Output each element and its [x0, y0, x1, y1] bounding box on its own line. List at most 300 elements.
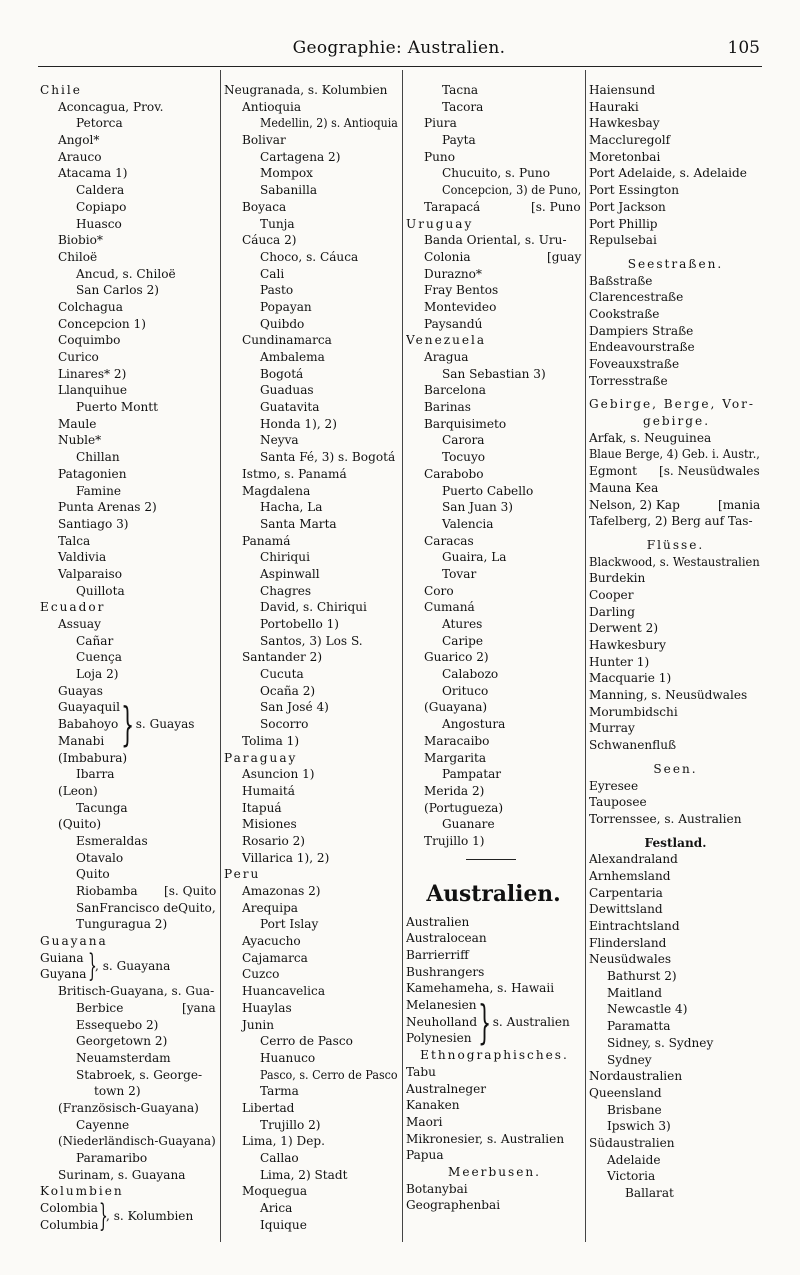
entry-text: San Carlos 2) [76, 283, 159, 298]
index-entry [40, 1133, 218, 1150]
entry-text: Honda 1), 2) [260, 416, 337, 431]
index-entry [406, 99, 583, 116]
entry-text: Südaustralien [589, 1135, 675, 1150]
entry-text: Ibarra [76, 767, 115, 782]
entry-text: Moretonbai [589, 149, 661, 164]
index-entry [224, 766, 400, 783]
entry-text: Mompox [260, 166, 313, 181]
entry-text: Arauco [58, 149, 102, 164]
entry-text: Paraguay [224, 750, 298, 765]
index-entry [224, 382, 400, 399]
entry-text: Sabanilla [260, 183, 318, 198]
index-entry [406, 499, 583, 516]
column-divider [220, 70, 221, 1242]
entry-text: Puerto Montt [76, 400, 159, 415]
entry-text: Burdekin [589, 571, 646, 586]
entry-text: Murray [589, 721, 635, 736]
entry-text: Itapuá [242, 800, 282, 815]
index-entry [40, 566, 218, 583]
entry-text: Quito [76, 867, 110, 882]
section-heading [589, 761, 762, 778]
index-entry [406, 1097, 583, 1114]
entry-text: Derwent 2) [589, 621, 659, 636]
index-column-2 [224, 82, 400, 1242]
entry-text: Meerbusen. [447, 1164, 541, 1179]
index-entry [224, 816, 400, 833]
index-entry [40, 666, 218, 683]
index-entry [40, 1017, 218, 1034]
entry-text: Kamehameha, s. Hawaii [406, 981, 555, 996]
entry-text: Ayacucho [242, 934, 301, 949]
index-entry [224, 1100, 400, 1117]
index-entry [224, 916, 400, 933]
index-entry [406, 466, 583, 483]
index-entry [224, 149, 400, 166]
index-entry [406, 914, 583, 931]
index-entry [406, 800, 583, 817]
entry-text: Cartagena 2) [260, 149, 341, 164]
index-entry [406, 1114, 583, 1131]
index-entry [224, 616, 400, 633]
entry-text: Tovar [442, 566, 477, 581]
entry-text: Guaduas [260, 383, 314, 398]
index-column-1 [40, 82, 218, 1242]
entry-text: Libertad [242, 1100, 295, 1115]
index-entry [406, 299, 583, 316]
entry-text: Barinas [424, 400, 471, 415]
entry-text: Portobello 1) [260, 617, 340, 631]
entry-text: Santiago 3) [58, 516, 129, 531]
index-entry [406, 449, 583, 466]
entry-text: Cajamarca [242, 950, 308, 965]
entry-text: Torrenssee, s. Australien [589, 811, 742, 826]
entry-text: Misiones [242, 817, 297, 832]
index-entry [589, 554, 762, 571]
index-entry [40, 366, 218, 383]
index-entry [224, 1000, 400, 1017]
entry-text: Magdalena [242, 483, 311, 498]
section-heading [40, 82, 218, 99]
index-entry [224, 1017, 400, 1034]
index-entry [589, 149, 762, 166]
entry-text: Asuncion 1) [242, 767, 315, 782]
entry-text: San José 4) [260, 700, 329, 715]
entry-text: Georgetown 2) [76, 1034, 168, 1049]
entry-text: Cooper [589, 587, 634, 602]
index-entry [406, 980, 583, 997]
index-entry [589, 901, 762, 918]
index-entry [406, 549, 583, 566]
index-entry [224, 566, 400, 583]
header-rule [38, 66, 762, 67]
entry-text: Banda Oriental, s. Uru- [424, 233, 567, 248]
entry-text: Clarencestraße [589, 290, 684, 305]
index-entry [589, 1152, 762, 1169]
index-entry [406, 599, 583, 616]
entry-text: Tacora [442, 99, 484, 114]
index-entry [40, 316, 218, 333]
entry-text: Arnhemsland [589, 868, 671, 883]
entry-text: Atacama 1) [58, 166, 128, 181]
entry-text: Alexandraland [589, 852, 678, 867]
entry-text: Panamá [242, 533, 291, 548]
index-entry: Guyana [40, 967, 87, 982]
index-entry [589, 935, 762, 952]
entry-text: Aragua [424, 350, 469, 364]
entry-text: Guatavita [260, 400, 320, 415]
entry-text: Peru [224, 867, 261, 882]
index-entry [224, 232, 400, 249]
entry-text: Guanare [442, 817, 495, 832]
index-entry [40, 1167, 218, 1184]
entry-text: Adelaide [607, 1152, 661, 1167]
index-entry [224, 900, 400, 917]
section-heading [40, 1183, 218, 1200]
entry-text: Carpentaria [589, 885, 663, 900]
entry-text: Port Essington [589, 183, 679, 198]
index-entry [589, 687, 762, 704]
entry-text: Santa Fé, 3) s. Bogotá [260, 450, 396, 465]
entry-text: Aconcagua, Prov. [58, 99, 164, 114]
index-entry [40, 533, 218, 550]
entry-text: Maori [406, 1114, 443, 1129]
index-entry [40, 649, 218, 666]
entry-text: Famine [76, 483, 122, 498]
index-entry [224, 99, 400, 116]
entry-text: Guaira, La [442, 550, 507, 565]
index-entry [40, 850, 218, 867]
index-entry [40, 165, 218, 182]
entry-text: Chucuito, s. Puno [442, 166, 550, 181]
entry-text: Copiapo [76, 199, 127, 214]
index-entry [589, 794, 762, 811]
index-entry [224, 199, 400, 216]
index-entry: Polynesien [406, 1031, 472, 1046]
index-entry [40, 1083, 218, 1100]
entry-text: Petorca [76, 116, 123, 131]
entry-text: Istmo, s. Panamá [242, 466, 347, 481]
index-entry [40, 1000, 218, 1017]
index-entry [224, 266, 400, 283]
brace-symbol: } [121, 697, 135, 752]
entry-text: Foveauxstraße [589, 357, 680, 371]
index-entry [406, 833, 583, 850]
brace-symbol: } [478, 995, 492, 1050]
index-entry [224, 399, 400, 416]
index-entry [224, 1167, 400, 1184]
index-entry [224, 733, 400, 750]
index-entry [40, 1033, 218, 1050]
brace-group [40, 947, 218, 984]
entry-text: Eintrachtsland [589, 919, 680, 933]
index-entry [40, 916, 218, 933]
index-entry [589, 811, 762, 828]
entry-text: Concepcion, 3) de Puno, [442, 183, 582, 198]
entry-text: Queensland [589, 1085, 662, 1100]
index-entry [40, 115, 218, 132]
entry-text: Schwanenfluß [589, 738, 677, 753]
index-entry [224, 933, 400, 950]
index-entry [406, 666, 583, 683]
index-entry [589, 463, 762, 480]
index-entry [406, 182, 583, 199]
entry-text: Baßstraße [589, 273, 653, 288]
index-entry [589, 737, 762, 754]
index-entry [589, 289, 762, 306]
entry-text: Lima, 2) Stadt [260, 1167, 348, 1182]
section-heading [406, 1047, 583, 1064]
entry-text: Popayan [260, 299, 312, 314]
spacer [589, 389, 762, 396]
index-entry [224, 115, 400, 132]
section-heading [406, 216, 583, 233]
index-entry: Melanesien [406, 998, 477, 1013]
entry-text: Tacunga [76, 800, 128, 815]
entry-text: Huanuco [260, 1050, 316, 1065]
entry-text: Valdivia [58, 550, 107, 565]
entry-text: Coquimbo [58, 333, 121, 348]
index-entry [40, 616, 218, 633]
index-entry [40, 416, 218, 433]
index-entry [40, 399, 218, 416]
brace-symbol: } [88, 947, 97, 984]
index-entry [406, 82, 583, 99]
entry-text: Cerro de Pasco [260, 1034, 353, 1049]
entry-text: Mauna Kea [589, 480, 659, 495]
entry-text: Guarico 2) [424, 650, 489, 665]
index-entry [406, 516, 583, 533]
index-entry [406, 282, 583, 299]
entry-text: Berbice [76, 1000, 124, 1015]
entry-text: Medellin, 2) s. Antioquia [260, 116, 398, 131]
entry-text: Eyresee [589, 778, 639, 793]
section-heading [406, 868, 583, 914]
page-number: 105 [727, 38, 760, 58]
entry-text: Darling [589, 604, 635, 619]
index-entry [589, 1068, 762, 1085]
entry-text: Arica [260, 1201, 293, 1216]
entry-text: Hauraki [589, 99, 639, 114]
entry-text: Cuença [76, 650, 122, 665]
column-divider [585, 70, 586, 1242]
index-entry [589, 1135, 762, 1152]
entry-text: Orituco [442, 683, 489, 698]
index-entry [224, 716, 400, 733]
entry-text: Blackwood, s. Westaustralien [589, 554, 760, 569]
index-entry [40, 483, 218, 500]
index-entry [406, 566, 583, 583]
index-entry [406, 1081, 583, 1098]
index-entry [40, 1050, 218, 1067]
spacer [589, 249, 762, 256]
index-entry [224, 416, 400, 433]
entry-text: Talca [58, 533, 91, 548]
index-entry [406, 316, 583, 333]
entry-text: (Guayana) [424, 700, 488, 715]
index-entry [589, 99, 762, 116]
entry-text: Carabobo [424, 466, 484, 481]
brace-group [40, 697, 218, 752]
index-entry [224, 466, 400, 483]
index-entry [224, 833, 400, 850]
index-entry [589, 1118, 762, 1135]
index-entry [589, 1018, 762, 1035]
section-heading [224, 750, 400, 767]
entry-text: Colonia [424, 249, 471, 264]
section-heading [406, 1164, 583, 1181]
entry-text: (Französisch-Guayana) [58, 1100, 199, 1115]
entry-text: Merida 2) [424, 783, 485, 798]
index-entry [40, 132, 218, 149]
index-entry [589, 587, 762, 604]
index-entry [224, 1117, 400, 1134]
entry-text: Dampiers Straße [589, 323, 694, 338]
index-entry [406, 583, 583, 600]
index-entry [406, 199, 583, 216]
entry-text: Tunja [260, 216, 295, 231]
entry-text: Mikronesier, s. Australien [406, 1131, 565, 1146]
index-entry [224, 983, 400, 1000]
index-entry [224, 165, 400, 182]
index-entry [589, 637, 762, 654]
entry-text: Morumbidschi [589, 704, 678, 719]
entry-text: Venezuela [406, 333, 487, 348]
index-entry [589, 1168, 762, 1185]
entry-text: Britisch-Guayana, s. Gua- [58, 984, 215, 999]
entry-text: Junin [242, 1017, 275, 1032]
entry-text: Tacna [442, 83, 479, 97]
index-entry [40, 449, 218, 466]
index-entry [589, 1035, 762, 1052]
index-entry [589, 82, 762, 99]
index-entry [589, 115, 762, 132]
entry-text: Angostura [442, 717, 506, 732]
section-rule [406, 850, 583, 868]
index-column-4 [589, 82, 762, 1242]
entry-text: Moquegua [242, 1184, 308, 1199]
index-entry [40, 800, 218, 817]
index-entry [40, 633, 218, 650]
entry-text: Tolima 1) [242, 733, 300, 748]
entry-text: (Imbabura) [58, 750, 128, 765]
entry-text: Caracas [424, 533, 474, 548]
entry-text: Paramaribo [76, 1151, 148, 1165]
entry-text: Iquique [260, 1217, 307, 1232]
entry-text: Patagonien [58, 466, 127, 481]
entry-text: Maule [58, 416, 97, 431]
entry-text: Cali [260, 266, 285, 281]
entry-text: Pampatar [442, 767, 502, 782]
entry-text: Australien. [426, 880, 561, 907]
index-entry [40, 149, 218, 166]
index-entry [224, 850, 400, 867]
index-entry [589, 1185, 762, 1202]
index-entry [589, 446, 762, 463]
entry-text: Ocaña 2) [260, 683, 316, 698]
entry-text: Tocuyo [442, 450, 486, 465]
entry-text: Port Phillip [589, 216, 658, 231]
entry-text: Macquarie 1) [589, 671, 672, 686]
entry-text: Margarita [424, 750, 487, 765]
entry-text: Hunter 1) [589, 654, 650, 669]
entry-text: Cuzco [242, 967, 280, 982]
index-entry [224, 649, 400, 666]
index-entry [589, 918, 762, 935]
index-entry [40, 516, 218, 533]
index-entry: Columbia [40, 1217, 99, 1232]
index-entry [40, 382, 218, 399]
index-entry [224, 516, 400, 533]
entry-text: Manning, s. Neusüdwales [589, 688, 748, 703]
index-entry [406, 633, 583, 650]
entry-text: Ambalema [260, 350, 325, 364]
index-entry: Neuholland [406, 1014, 478, 1029]
entry-text: Stabroek, s. George- [76, 1067, 203, 1082]
entry-text: Puerto Cabello [442, 483, 534, 498]
entry-text: Fray Bentos [424, 283, 499, 298]
cross-reference: , s. Guayana [95, 959, 171, 974]
index-entry [40, 783, 218, 800]
entry-text: Repulsebai [589, 233, 657, 248]
index-entry [406, 930, 583, 947]
entry-text: Flüsse. [646, 537, 705, 552]
index-entry [224, 1217, 400, 1234]
entry-text: Papua [406, 1148, 444, 1163]
entry-text: Tafelberg, 2) Berg auf Tas- [589, 514, 753, 529]
section-heading [589, 537, 762, 554]
index-entry [40, 766, 218, 783]
index-entry [406, 649, 583, 666]
entry-text: Concepcion 1) [58, 316, 146, 331]
entry-text: San Juan 3) [442, 500, 514, 515]
index-entry [589, 199, 762, 216]
index-entry [406, 132, 583, 149]
index-entry [406, 1131, 583, 1148]
index-entry [589, 620, 762, 637]
entry-text: Montevideo [424, 299, 497, 314]
continuation-text: [yana [182, 1000, 216, 1015]
entry-text: Curico [58, 350, 99, 364]
index-entry [40, 332, 218, 349]
index-entry [40, 216, 218, 233]
index-entry [406, 232, 583, 249]
entry-text: Ipswich 3) [607, 1119, 671, 1134]
entry-text: Santos, 3) Los S. [260, 633, 363, 648]
entry-text: Sidney, s. Sydney [607, 1035, 714, 1050]
index-entry [589, 497, 762, 514]
index-entry [589, 356, 762, 373]
running-header [38, 38, 760, 64]
entry-text: Paysandú [424, 316, 483, 331]
index-entry [40, 249, 218, 266]
index-entry [224, 666, 400, 683]
index-entry [40, 816, 218, 833]
index-entry [589, 885, 762, 902]
index-entry [40, 883, 218, 900]
entry-text: Villarica 1), 2) [242, 850, 330, 865]
entry-text: Angol* [58, 133, 100, 148]
section-heading [589, 396, 762, 413]
index-entry [224, 583, 400, 600]
brace-group [406, 995, 583, 1050]
entry-text: Chile [40, 83, 82, 97]
index-entry [589, 968, 762, 985]
entry-text: Cundinamarca [242, 333, 332, 348]
index-entry [406, 964, 583, 981]
index-entry [224, 683, 400, 700]
index-entry [40, 232, 218, 249]
index-entry [589, 323, 762, 340]
